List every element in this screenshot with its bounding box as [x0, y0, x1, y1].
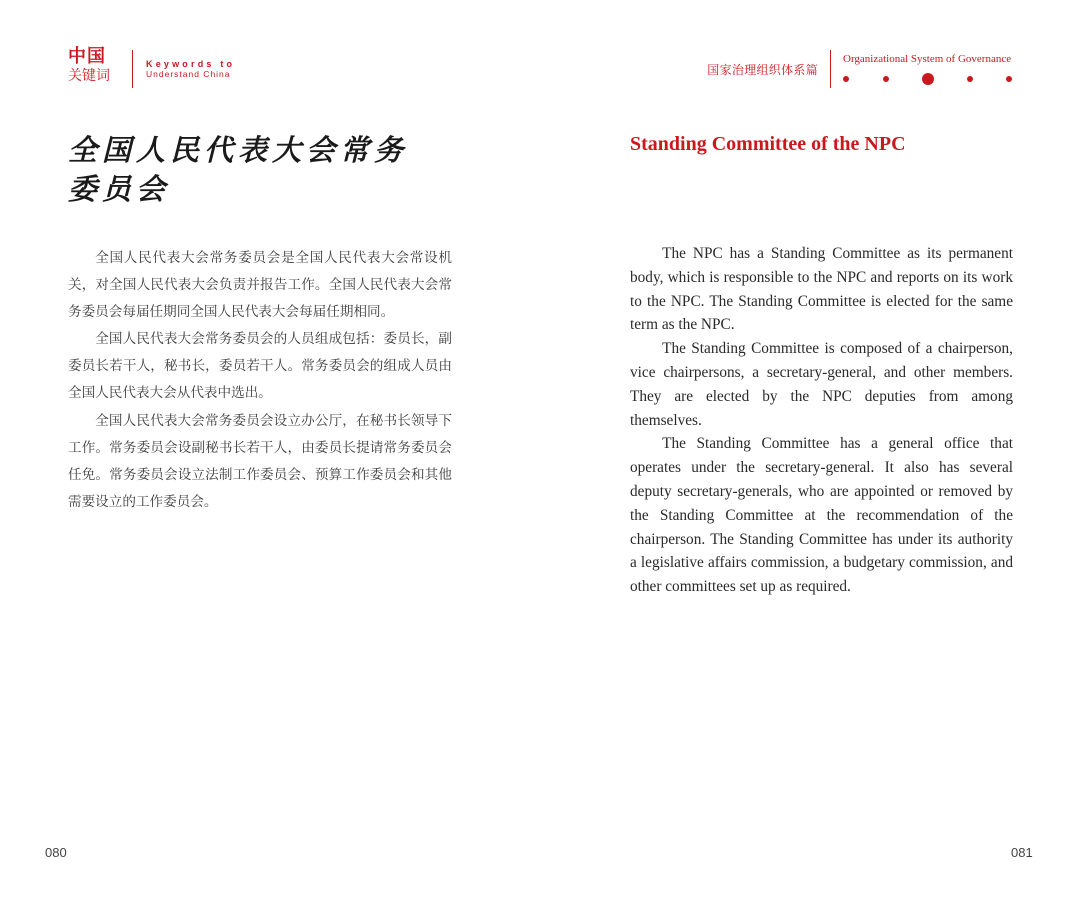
progress-dot-2	[883, 76, 889, 82]
page-title-cn: 全国人民代表大会常务委员会	[68, 133, 409, 206]
progress-dot-4	[967, 76, 973, 82]
brand-en-line2: Understand China	[146, 69, 231, 79]
paragraph-cn-1: 全国人民代表大会常务委员会是全国人民代表大会常设机关，对全国人民代表大会负责并报告工作。全国人民代表大会常务委员会每届任期同全国人民代表大会每届任期相同。	[68, 250, 452, 321]
brand-logo	[68, 46, 120, 85]
body-text-en	[630, 242, 1013, 599]
section-title-en: Organizational System of Governance	[843, 53, 1012, 65]
progress-dot-5	[1006, 76, 1012, 82]
progress-dot-current	[922, 73, 934, 85]
page-title-en: Standing Committee of the NPC	[630, 133, 906, 155]
paragraph-en-3: The Standing Committee has a general office that operates under the secretary-general. It also has several deputy secretary-generals, who are appointed or removed by the Standing Committee at the recommendation of the chairperson. The Standing Committee has under its authority a legislative affairs commission, a budgetary commission, and other committees set up as required.	[630, 435, 1013, 596]
page-number-right: 081	[1011, 845, 1033, 860]
brand-en	[146, 59, 235, 79]
section-title-cn: 国家治理组织体系篇	[707, 63, 818, 77]
brand-en-line1: Keywords to	[146, 59, 236, 69]
section-divider	[830, 50, 831, 88]
brand-sub: 关键词	[68, 68, 110, 84]
paragraph-en-2: The Standing Committee is composed of a chairperson, vice chairpersons, a secretary-general, and other members. They are elected by the NPC deputies from among themselves.	[630, 340, 1013, 429]
paragraph-en-1: The NPC has a Standing Committee as its permanent body, which is responsible to the NPC and reports on its work to the NPC. The Standing Committee is elected for the same term as the NPC.	[630, 245, 1013, 334]
progress-dot-1	[843, 76, 849, 82]
paragraph-cn-2: 全国人民代表大会常务委员会的人员组成包括：委员长，副委员长若干人，秘书长，委员若干人。常务委员会的组成人员由全国人民代表大会从代表中选出。	[68, 331, 452, 402]
body-text-cn	[68, 245, 452, 516]
brand-divider	[132, 50, 133, 88]
brand-cn: 中国	[68, 46, 106, 67]
paragraph-cn-3: 全国人民代表大会常务委员会设立办公厅，在秘书长领导下工作。常务委员会设副秘书长若干人，由委员长提请常务委员会任免。常务委员会设立法制工作委员会、预算工作委员会和其他需要设立的工作委员会。	[68, 412, 452, 510]
page-number-left: 080	[45, 845, 67, 860]
